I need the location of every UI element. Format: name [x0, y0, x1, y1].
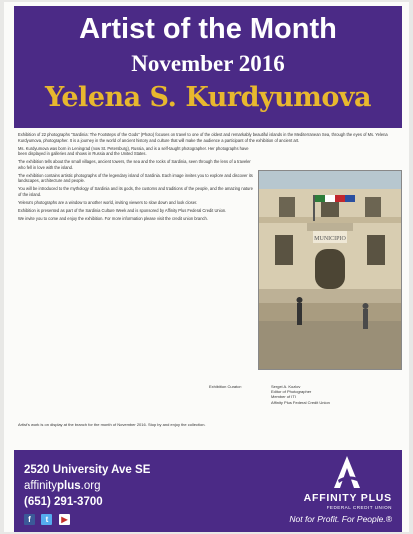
month-year: November 2016	[131, 51, 285, 76]
building-photo	[258, 170, 402, 370]
paragraph: Yelena's photographs are a window to another world, inviting viewers to slow down and look closer.	[18, 199, 198, 205]
facebook-icon[interactable]: f	[24, 514, 35, 525]
footer-banner	[14, 450, 402, 532]
paragraph: Exhibition is presented as part of the Sardinia Culture Week and is sponsored by Affinity Plus Federal Credit Union.	[18, 207, 227, 213]
paragraph: You will be introduced to the mythology of Sardinia and its gods, the customs and traditions of the people, and the amazing nature of the island.	[18, 186, 253, 197]
page-title: Artist of the Month	[79, 13, 337, 45]
website-link[interactable]: affinityplus.org	[24, 480, 101, 492]
paragraph: We invite you to come and enjoy the exhibition. For more information please visit the credit union branch.	[18, 215, 208, 221]
signature-label: Exhibition Curator:	[209, 384, 242, 389]
paragraph: The exhibition tells about the small villages, ancient towers, the sea and the rocks of Sardinia, seen through the lens of a traveler who fell in love with the island.	[18, 159, 251, 170]
phone-number: (651) 291-3700	[24, 496, 103, 508]
twitter-icon[interactable]: t	[41, 514, 52, 525]
signature-line: Editor of Photographer	[271, 389, 312, 395]
brand-subtitle: FEDERAL CREDIT UNION	[326, 505, 392, 510]
signature-line: Member of ITI	[271, 394, 296, 400]
paragraph: The exhibition contains artistic photographs of the legendary island of Sardinia. Each image invites you to explore and discover its landscapes, architecture and people.	[18, 172, 253, 184]
footer-note: Artist's work is on display at the branch for the month of November 2016. Stop by and enjoy the collection.	[18, 422, 206, 427]
street-address: 2520 University Ave SE	[24, 464, 151, 476]
signature-lines	[271, 384, 389, 405]
youtube-icon[interactable]: ▶	[59, 514, 70, 525]
curator-signature	[209, 384, 389, 418]
flyer-page	[4, 2, 409, 532]
artist-name: Yelena S. Kurdyumova	[44, 82, 372, 113]
brand-name: AFFINITY PLUS	[303, 492, 392, 504]
paragraph: Exhibition of 22 photographs "Sardinia: The Footsteps of the Gods" (Photo) focuses on travel to one of the oldest and remarkably beautiful islands in the Mediterranean Sea, through the eyes of Ms. Yelena Kurdyumova, photographer. It is a journey in the world of ancient history and culture that will make the audience a participant of the exhibition of ancient art.	[18, 132, 388, 143]
contact-block	[24, 462, 150, 510]
svg-text:MUNICIPIO: MUNICIPIO	[314, 236, 346, 242]
social-links	[24, 514, 72, 532]
signature-line: Affinity Plus Federal Credit Union	[271, 399, 330, 405]
affinity-plus-logo-icon	[330, 454, 364, 490]
header-banner	[14, 6, 402, 128]
signature-line: Sergei A. Kozlov	[271, 384, 301, 389]
paragraph: Ms. Kurdyumova was born in Leningrad (now St. Petersburg), Russia, and is a self-taught photographer. Her photographs have been displayed in galleries and shows in Russia and the United States.	[18, 145, 249, 157]
tagline: Not for Profit. For People.®	[289, 514, 392, 524]
